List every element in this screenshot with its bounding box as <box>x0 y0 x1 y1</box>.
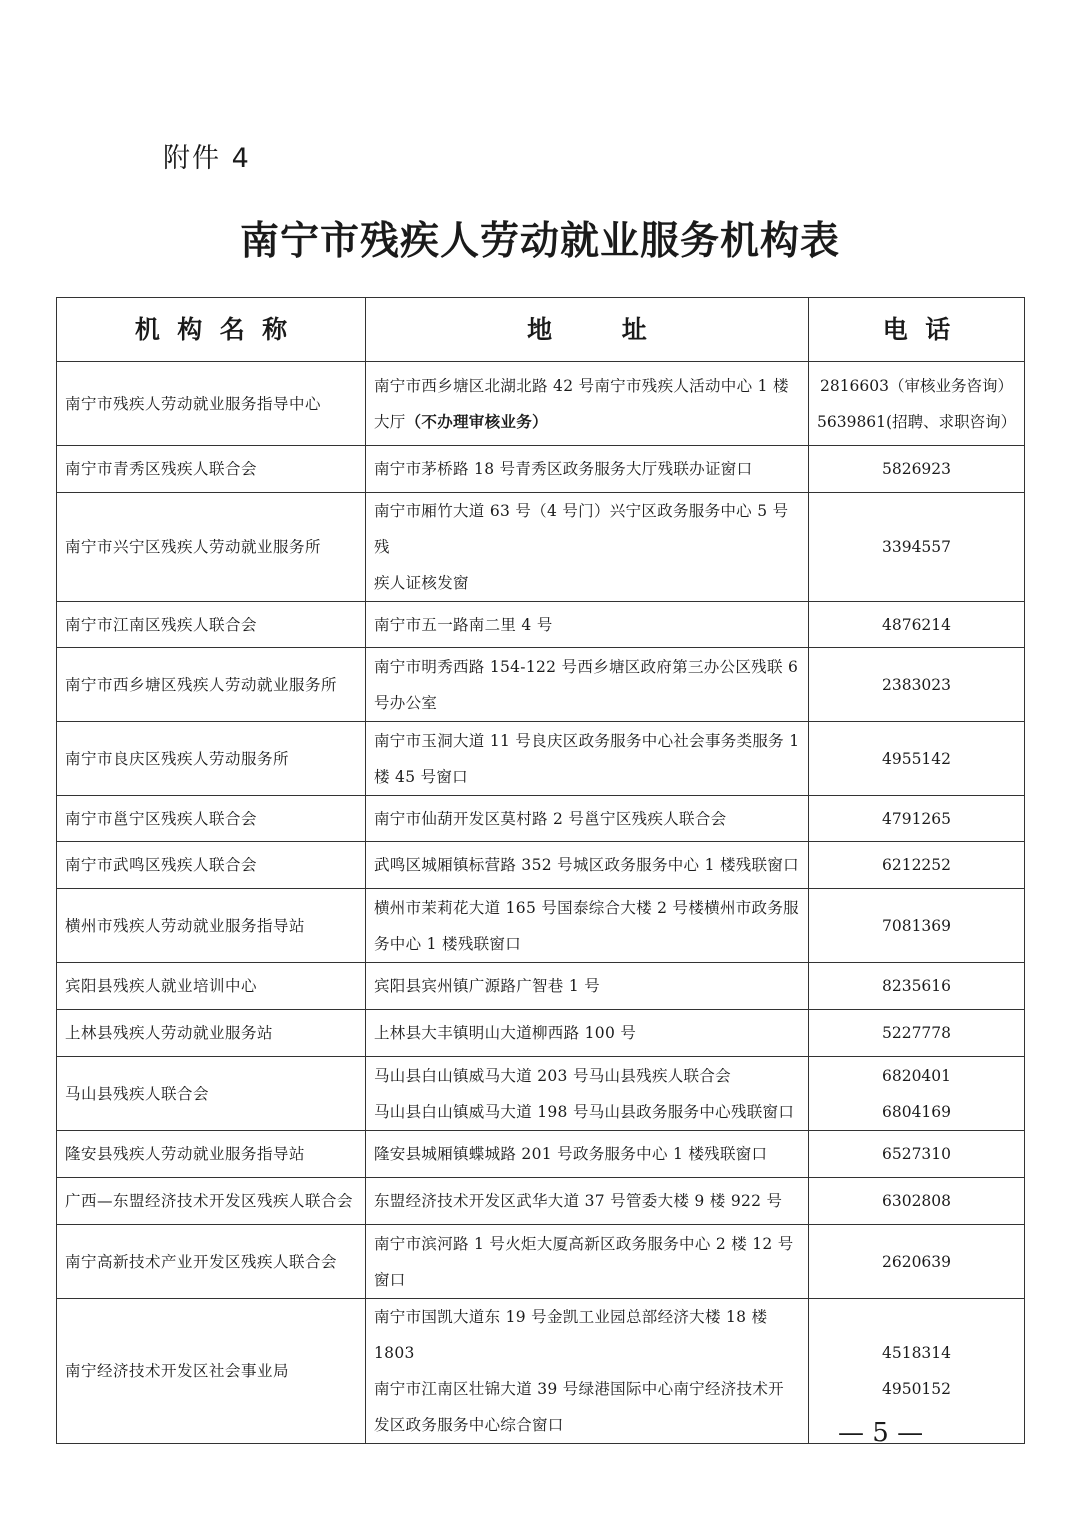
institution-name: 南宁市残疾人劳动就业服务指导中心 <box>57 362 366 446</box>
address-line: 南宁市滨河路 1 号火炬大厦高新区政务服务中心 2 楼 12 号 <box>374 1234 794 1253</box>
institution-name: 南宁市江南区残疾人联合会 <box>57 602 366 648</box>
institution-address <box>366 1131 809 1178</box>
table-row <box>57 889 1025 963</box>
phone-number: 6302808 <box>881 1192 952 1210</box>
phone-number: 4791265 <box>881 809 952 828</box>
phone-number: 4518314 <box>881 1344 952 1362</box>
phone-number: 6804169 <box>881 1102 952 1121</box>
table-row <box>57 1178 1025 1225</box>
institution-address <box>366 1057 809 1131</box>
institution-phone <box>809 889 1025 963</box>
institution-address <box>366 963 809 1010</box>
address-line: 务中心 1 楼残联窗口 <box>374 934 522 953</box>
institution-name: 南宁市兴宁区残疾人劳动就业服务所 <box>57 493 366 602</box>
institution-address <box>366 493 809 602</box>
address-line: 上林县大丰镇明山大道柳西路 100 号 <box>374 1024 637 1042</box>
address-line: 南宁市西乡塘区北湖北路 42 号南宁市残疾人活动中心 1 楼 <box>374 376 789 395</box>
address-line: 窗口 <box>374 1270 406 1289</box>
institution-phone <box>809 796 1025 842</box>
phone-number: 2620639 <box>881 1252 952 1271</box>
address-line: 南宁市茅桥路 18 号青秀区政务服务大厅残联办证窗口 <box>374 460 753 478</box>
address-line: 疾人证核发窗 <box>374 574 469 592</box>
institution-address <box>366 648 809 722</box>
attachment-label: 附件 4 <box>163 143 251 174</box>
institution-name: 南宁市西乡塘区残疾人劳动就业服务所 <box>57 648 366 722</box>
table-row <box>57 1057 1025 1131</box>
address-line: 大厅 <box>374 412 406 431</box>
address-line: 马山县白山镇威马大道 203 号马山县残疾人联合会 <box>374 1066 731 1085</box>
phone-number: 6212252 <box>881 856 952 874</box>
header-phone: 电 话 <box>809 298 1025 362</box>
table-row <box>57 493 1025 602</box>
institution-phone <box>809 602 1025 648</box>
table-row <box>57 842 1025 889</box>
phone-number: 4955142 <box>881 749 952 768</box>
institution-address <box>366 446 809 493</box>
institution-address <box>366 1299 809 1444</box>
institution-address <box>366 1178 809 1225</box>
institution-name: 横州市残疾人劳动就业服务指导站 <box>57 889 366 963</box>
institution-phone <box>809 1131 1025 1178</box>
phone-number: 6527310 <box>881 1145 952 1163</box>
institution-phone <box>809 842 1025 889</box>
address-line: 马山县白山镇威马大道 198 号马山县政务服务中心残联窗口 <box>374 1102 795 1121</box>
address-line: 南宁市国凯大道东 19 号金凯工业园总部经济大楼 18 楼 1803 <box>374 1308 768 1362</box>
phone-number: 8235616 <box>881 977 952 995</box>
phone-number: 3394557 <box>881 538 952 556</box>
address-line: 武鸣区城厢镇标营路 352 号城区政务服务中心 1 楼残联窗口 <box>374 856 799 874</box>
institution-phone <box>809 1225 1025 1299</box>
institution-name: 南宁市武鸣区残疾人联合会 <box>57 842 366 889</box>
table-row <box>57 1131 1025 1178</box>
table-row <box>57 1225 1025 1299</box>
phone-number: 4950152 <box>881 1380 952 1398</box>
institution-phone <box>809 1178 1025 1225</box>
institution-address <box>366 602 809 648</box>
institution-address <box>366 722 809 796</box>
page-number: — 5 — <box>838 1418 924 1448</box>
address-line: 南宁市玉洞大道 11 号良庆区政务服务中心社会事务类服务 1 <box>374 731 800 750</box>
address-line: 南宁市厢竹大道 63 号（4 号门）兴宁区政务服务中心 5 号残 <box>374 502 789 556</box>
table-row <box>57 602 1025 648</box>
institution-phone <box>809 446 1025 493</box>
table-row <box>57 963 1025 1010</box>
phone-number: 5826923 <box>881 460 952 478</box>
institution-name: 广西—东盟经济技术开发区残疾人联合会 <box>57 1178 366 1225</box>
table-row <box>57 722 1025 796</box>
address-line: 东盟经济技术开发区武华大道 37 号管委大楼 9 楼 922 号 <box>374 1192 783 1210</box>
address-line: 南宁市江南区壮锦大道 39 号绿港国际中心南宁经济技术开 <box>374 1380 784 1398</box>
header-address: 地 址 <box>366 298 809 362</box>
address-line: 发区政务服务中心综合窗口 <box>374 1416 564 1434</box>
phone-number: 4876214 <box>881 615 952 634</box>
institution-name: 隆安县残疾人劳动就业服务指导站 <box>57 1131 366 1178</box>
institution-phone <box>809 1057 1025 1131</box>
institution-address <box>366 362 809 446</box>
institution-address <box>366 1225 809 1299</box>
header-name: 机 构 名 称 <box>57 298 366 362</box>
phone-number: 6820401 <box>881 1066 952 1085</box>
table-header-row <box>57 298 1025 362</box>
institution-name: 宾阳县残疾人就业培训中心 <box>57 963 366 1010</box>
table-row <box>57 362 1025 446</box>
address-line: 南宁市五一路南二里 4 号 <box>374 615 553 634</box>
institution-table <box>56 297 1025 1444</box>
address-line: 楼 45 号窗口 <box>374 767 468 786</box>
institution-name: 南宁高新技术产业开发区残疾人联合会 <box>57 1225 366 1299</box>
institution-address <box>366 1010 809 1057</box>
phone-number: 2816603（审核业务咨询） <box>819 376 1014 395</box>
institution-name: 南宁市邕宁区残疾人联合会 <box>57 796 366 842</box>
address-line: 隆安县城厢镇蝶城路 201 号政务服务中心 1 楼残联窗口 <box>374 1145 768 1163</box>
address-line: 南宁市明秀西路 154-122 号西乡塘区政府第三办公区残联 6 <box>374 657 799 676</box>
phone-number: 5639861(招聘、求职咨询） <box>817 412 1017 431</box>
address-line: 号办公室 <box>374 693 438 712</box>
phone-number: 5227778 <box>881 1024 952 1042</box>
institution-name: 南宁市青秀区残疾人联合会 <box>57 446 366 493</box>
phone-number: 7081369 <box>881 916 952 935</box>
institution-name: 南宁经济技术开发区社会事业局 <box>57 1299 366 1444</box>
address-line: 南宁市仙葫开发区莫村路 2 号邕宁区残疾人联合会 <box>374 809 727 828</box>
institution-name: 马山县残疾人联合会 <box>57 1057 366 1131</box>
institution-phone <box>809 963 1025 1010</box>
institution-address <box>366 842 809 889</box>
institution-phone <box>809 1010 1025 1057</box>
phone-number: 2383023 <box>881 675 952 694</box>
table-row <box>57 1010 1025 1057</box>
address-line: 宾阳县宾州镇广源路广智巷 1 号 <box>374 977 601 995</box>
institution-phone <box>809 493 1025 602</box>
institution-phone <box>809 362 1025 446</box>
institution-address <box>366 796 809 842</box>
institution-phone <box>809 648 1025 722</box>
table-row <box>57 446 1025 493</box>
institution-name: 上林县残疾人劳动就业服务站 <box>57 1010 366 1057</box>
table-row <box>57 648 1025 722</box>
institution-address <box>366 889 809 963</box>
address-note: （不办理审核业务） <box>405 411 548 431</box>
address-line: 横州市茉莉花大道 165 号国泰综合大楼 2 号楼横州市政务服 <box>374 898 799 917</box>
table-row <box>57 796 1025 842</box>
page-title: 南宁市残疾人劳动就业服务机构表 <box>239 219 840 264</box>
institution-name: 南宁市良庆区残疾人劳动服务所 <box>57 722 366 796</box>
institution-phone <box>809 722 1025 796</box>
